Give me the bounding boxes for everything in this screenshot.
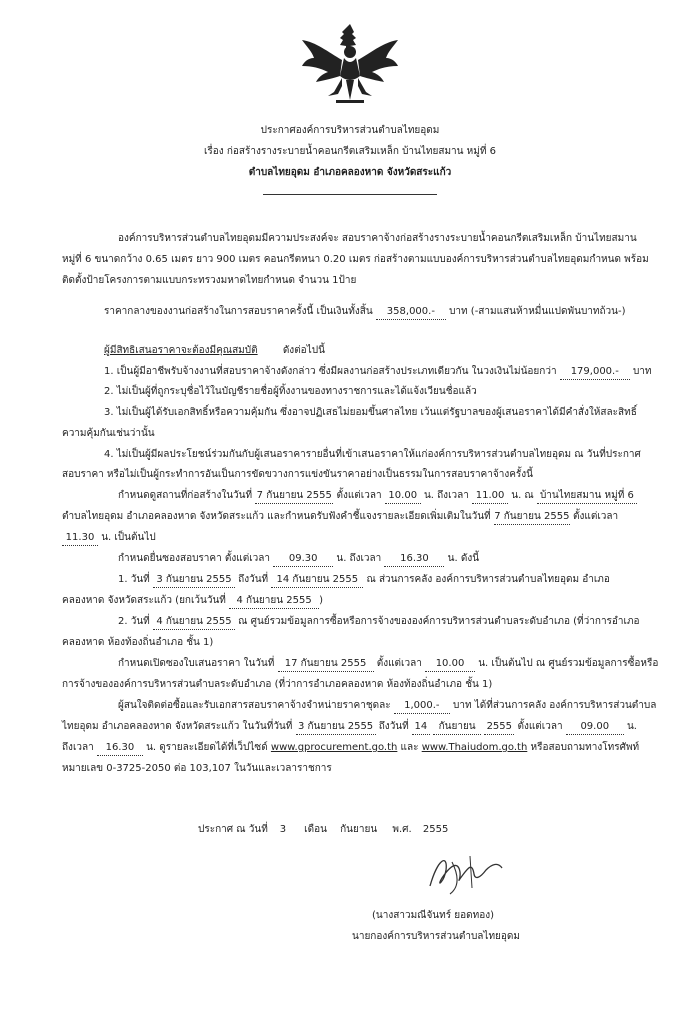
- opening-date: 17 กันยายน 2555: [278, 657, 374, 672]
- announce-year: 2555: [422, 824, 449, 835]
- submission-except-label: คลองหาด จังหวัดสระแก้ว (ยกเว้นวันที่: [62, 595, 226, 606]
- header-location: ตำบลไทยอุดม อำเภอคลองหาด จังหวัดสระแก้ว: [248, 167, 452, 178]
- submission-line: [118, 552, 479, 567]
- intro-line-2: หมู่ที่ 6 ขนาดกว้าง 0.65 เมตร ยาว 900 เมตร คอนกรีตหนา 0.20 เมตร ก่อสร้างตามแบบองค์การบริหารส่วนตำบลไทยอุดมกำหนด พร้อม: [62, 254, 649, 265]
- gprocurement-link[interactable]: www.gprocurement.go.th: [270, 742, 398, 753]
- opening-line-1: [118, 657, 658, 672]
- submission-except-date: 4 กันยายน 2555: [229, 594, 319, 609]
- purchase-date-label: ไทยอุดม อำเภอคลองหาด จังหวัดสระแก้ว ในวันที่วันที่: [62, 721, 293, 732]
- garuda-emblem-icon: [298, 22, 402, 106]
- opening-label: กำหนดเปิดซองใบเสนอราคา ในวันที่: [118, 658, 275, 669]
- briefing-onward: น. เป็นต้นไป: [101, 532, 156, 543]
- purchase-time-unit: น.: [626, 721, 637, 732]
- purchase-to-month: กันยายน: [433, 720, 481, 735]
- submission-end: 16.30: [384, 552, 444, 567]
- site-visit-label: กำหนดดูสถานที่ก่อสร้างในวันที่: [118, 490, 253, 501]
- opening-line-2: การจ้างขององค์การบริหารส่วนตำบลระดับอำเภอ (ที่ว่าการอำเภอคลองหาด ห้องท้องถิ่นอำเภอ ชั้น 1): [62, 679, 493, 690]
- site-visit-date: 7 กันยายน 2555: [255, 489, 333, 504]
- submission-date-2-label: 2. วันที่: [118, 616, 150, 627]
- qualification-heading-tail: ดังต่อไปนี้: [282, 345, 325, 356]
- submission-tail: น. ดังนี้: [447, 553, 480, 564]
- briefing-time: 11.30: [62, 531, 98, 546]
- qualification-heading-row: [104, 344, 325, 358]
- submission-date-1-from: 3 กันยายน 2555: [153, 573, 235, 588]
- qualification-item-3-line-1: 3. ไม่เป็นผู้ได้รับเอกสิทธิ์หรือความคุ้มกัน ซึ่งอาจปฏิเสธไม่ยอมขึ้นศาลไทย เว้นแต่รัฐบาลของผู้เสนอราคาได้มีคำสั่งให้สละสิทธิ์: [104, 407, 637, 418]
- qualification-item-3-line-2: ความคุ้มกันเช่นว่านั้น: [62, 428, 155, 439]
- announce-day: 3: [279, 824, 287, 835]
- site-visit-line-1: [118, 489, 637, 504]
- median-price-words: บาท (-สามแสนห้าหมื่นแปดพันบาทถ้วน-): [449, 306, 626, 317]
- submission-date-1-label: 1. วันที่: [118, 574, 150, 585]
- announce-date: [198, 823, 448, 837]
- purchase-to-label: ถึงวันที่: [378, 721, 409, 732]
- purchase-label: ผู้สนใจติดต่อซื้อและรับเอกสารสอบราคาจ้างจำหน่ายราคาชุดละ: [118, 700, 391, 711]
- qualification-item-1-unit: บาท: [632, 366, 652, 377]
- purchase-from-date: 3 กันยายน 2555: [296, 720, 376, 735]
- site-visit-line-3: [62, 531, 156, 546]
- purchase-time-label: ตั้งแต่เวลา: [517, 721, 563, 732]
- site-visit-from-label: ตั้งแต่เวลา: [336, 490, 382, 501]
- purchase-line-4: หมายเลข 0-3725-2050 ต่อ 103,107 ในวันและเวลาราชการ: [62, 763, 332, 774]
- purchase-to-year: 2555: [484, 720, 514, 735]
- briefing-label: ตำบลไทยอุดม อำเภอคลองหาด จังหวัดสระแก้ว และกำหนดรับฟังคำชี้แจงรายละเอียดเพิ่มเติมในวันที่: [62, 511, 491, 522]
- header-subject: เรื่อง ก่อสร้างรางระบายน้ำคอนกรีตเสริมเหล็ก บ้านไทยสมาน หมู่ที่ 6: [203, 146, 496, 157]
- median-price: [104, 305, 626, 320]
- intro-line-3: ติดตั้งป้ายโครงการตามแบบกระทรวงมหาดไทยกำหนด จำนวน 1ป้าย: [62, 275, 357, 286]
- submission-to-label: น. ถึงเวลา: [336, 553, 382, 564]
- site-visit-line-2: [62, 510, 618, 525]
- signer-title: นายกองค์การบริหารส่วนตำบลไทยอุดม: [352, 931, 520, 942]
- median-price-amount: 358,000.-: [376, 305, 446, 320]
- purchase-price: 1,000.-: [394, 699, 450, 714]
- submission-start: 09.30: [273, 552, 333, 567]
- median-price-label: ราคากลางของงานก่อสร้างในการสอบราคาครั้งนี้ เป็นเงินทั้งสิ้น: [104, 306, 373, 317]
- handwritten-signature: [400, 848, 540, 898]
- submission-date-1-place: ณ ส่วนการคลัง องค์การบริหารส่วนตำบลไทยอุดม อำเภอ: [366, 574, 610, 585]
- website-and: และ: [400, 742, 419, 753]
- qualification-item-4-line-1: 4. ไม่เป็นผู้มีผลประโยชน์ร่วมกันกับผู้เสนอราคารายอื่นที่เข้าเสนอราคาให้แก่องค์การบริหารส่วนตำบลไทยอุดม ณ วันที่ประกาศ: [104, 449, 641, 460]
- site-visit-place: บ้านไทยสมาน หมู่ที่ 6: [537, 489, 637, 504]
- header-divider: [263, 194, 437, 195]
- phone-label: หรือสอบถามทางโทรศัพท์: [530, 742, 640, 753]
- purchase-line-3: [62, 741, 639, 756]
- site-visit-to-label: น. ถึงเวลา: [423, 490, 469, 501]
- submission-date-1: [118, 573, 610, 588]
- announce-month: กันยายน: [340, 824, 378, 835]
- announce-year-label: พ.ศ.: [392, 824, 412, 835]
- site-visit-end: 11.00: [472, 489, 508, 504]
- briefing-time-label: ตั้งแต่เวลา: [573, 511, 619, 522]
- opening-time-label: ตั้งแต่เวลา: [376, 658, 422, 669]
- submission-date-2-place: ณ ศูนย์รวมข้อมูลการซื้อหรือการจ้างขององค์การบริหารส่วนตำบลระดับอำเภอ (ที่ว่าการอำเภอ: [238, 616, 640, 627]
- submission-label: กำหนดยื่นซองสอบราคา ตั้งแต่เวลา: [118, 553, 270, 564]
- purchase-end-time: 16.30: [97, 741, 143, 756]
- qualification-item-1-text: 1. เป็นผู้มีอาชีพรับจ้างงานที่สอบราคาจ้างดังกล่าว ซึ่งมีผลงานก่อสร้างประเภทเดียวกัน ในวงเงินไม่น้อยกว่า: [104, 366, 557, 377]
- qualification-item-1-amount: 179,000.-: [560, 365, 630, 380]
- site-visit-start: 10.00: [385, 489, 421, 504]
- header-org: ประกาศองค์การบริหารส่วนตำบลไทยอุดม: [260, 125, 440, 136]
- submission-date-2-line-2: คลองหาด ห้องท้องถิ่นอำเภอ ชั้น 1): [62, 637, 214, 648]
- qualification-item-4-line-2: สอบราคา หรือไม่เป็นผู้กระทำการอันเป็นการขัดขวางการแข่งขันราคาอย่างเป็นธรรมในการสอบราคาจ้างครั้งนี้: [62, 469, 534, 480]
- purchase-end-label: ถึงเวลา: [62, 742, 94, 753]
- submission-date-2-date: 4 กันยายน 2555: [153, 615, 235, 630]
- thaiudom-link[interactable]: www.Thaiudom.go.th: [421, 742, 528, 753]
- intro-line-1: องค์การบริหารส่วนตำบลไทยอุดมมีความประสงค์จะ สอบราคาจ้างก่อสร้างรางระบายน้ำคอนกรีตเสริมเหล็ก บ้านไทยสมาน: [118, 233, 637, 244]
- purchase-line-1: [118, 699, 656, 714]
- qualification-item-1: [104, 365, 652, 380]
- announce-label: ประกาศ ณ วันที่: [198, 824, 268, 835]
- opening-place: น. เป็นต้นไป ณ ศูนย์รวมข้อมูลการซื้อหรือ: [478, 658, 659, 669]
- briefing-date: 7 กันยายน 2555: [494, 510, 570, 525]
- announce-month-label: เดือน: [304, 824, 327, 835]
- site-visit-at-label: น. ณ: [511, 490, 534, 501]
- submission-except-close: ): [319, 595, 323, 606]
- submission-date-2: [118, 615, 640, 630]
- signer-name: (นางสาวมณีจันทร์ ยอดทอง): [372, 910, 495, 921]
- submission-date-1-line-2: [62, 594, 323, 609]
- submission-date-1-to-label: ถึงวันที่: [238, 574, 269, 585]
- purchase-place: บาท ได้ที่ส่วนการคลัง องค์การบริหารส่วนตำบล: [452, 700, 657, 711]
- submission-date-1-to: 14 กันยายน 2555: [271, 573, 363, 588]
- qualification-item-2: 2. ไม่เป็นผู้ที่ถูกระบุชื่อไว้ในบัญชีรายชื่อผู้ทิ้งงานของทางราชการและได้แจ้งเวียนชื่อแล้ว: [104, 386, 477, 397]
- website-label: น. ดูรายละเอียดได้ที่เว็ปไซด์: [146, 742, 268, 753]
- purchase-time: 09.00: [566, 720, 624, 735]
- opening-time: 10.00: [425, 657, 475, 672]
- purchase-line-2: [62, 720, 637, 735]
- purchase-to-day: 14: [412, 720, 430, 735]
- qualification-heading: ผู้มีสิทธิเสนอราคาจะต้องมีคุณสมบัติ: [104, 345, 258, 356]
